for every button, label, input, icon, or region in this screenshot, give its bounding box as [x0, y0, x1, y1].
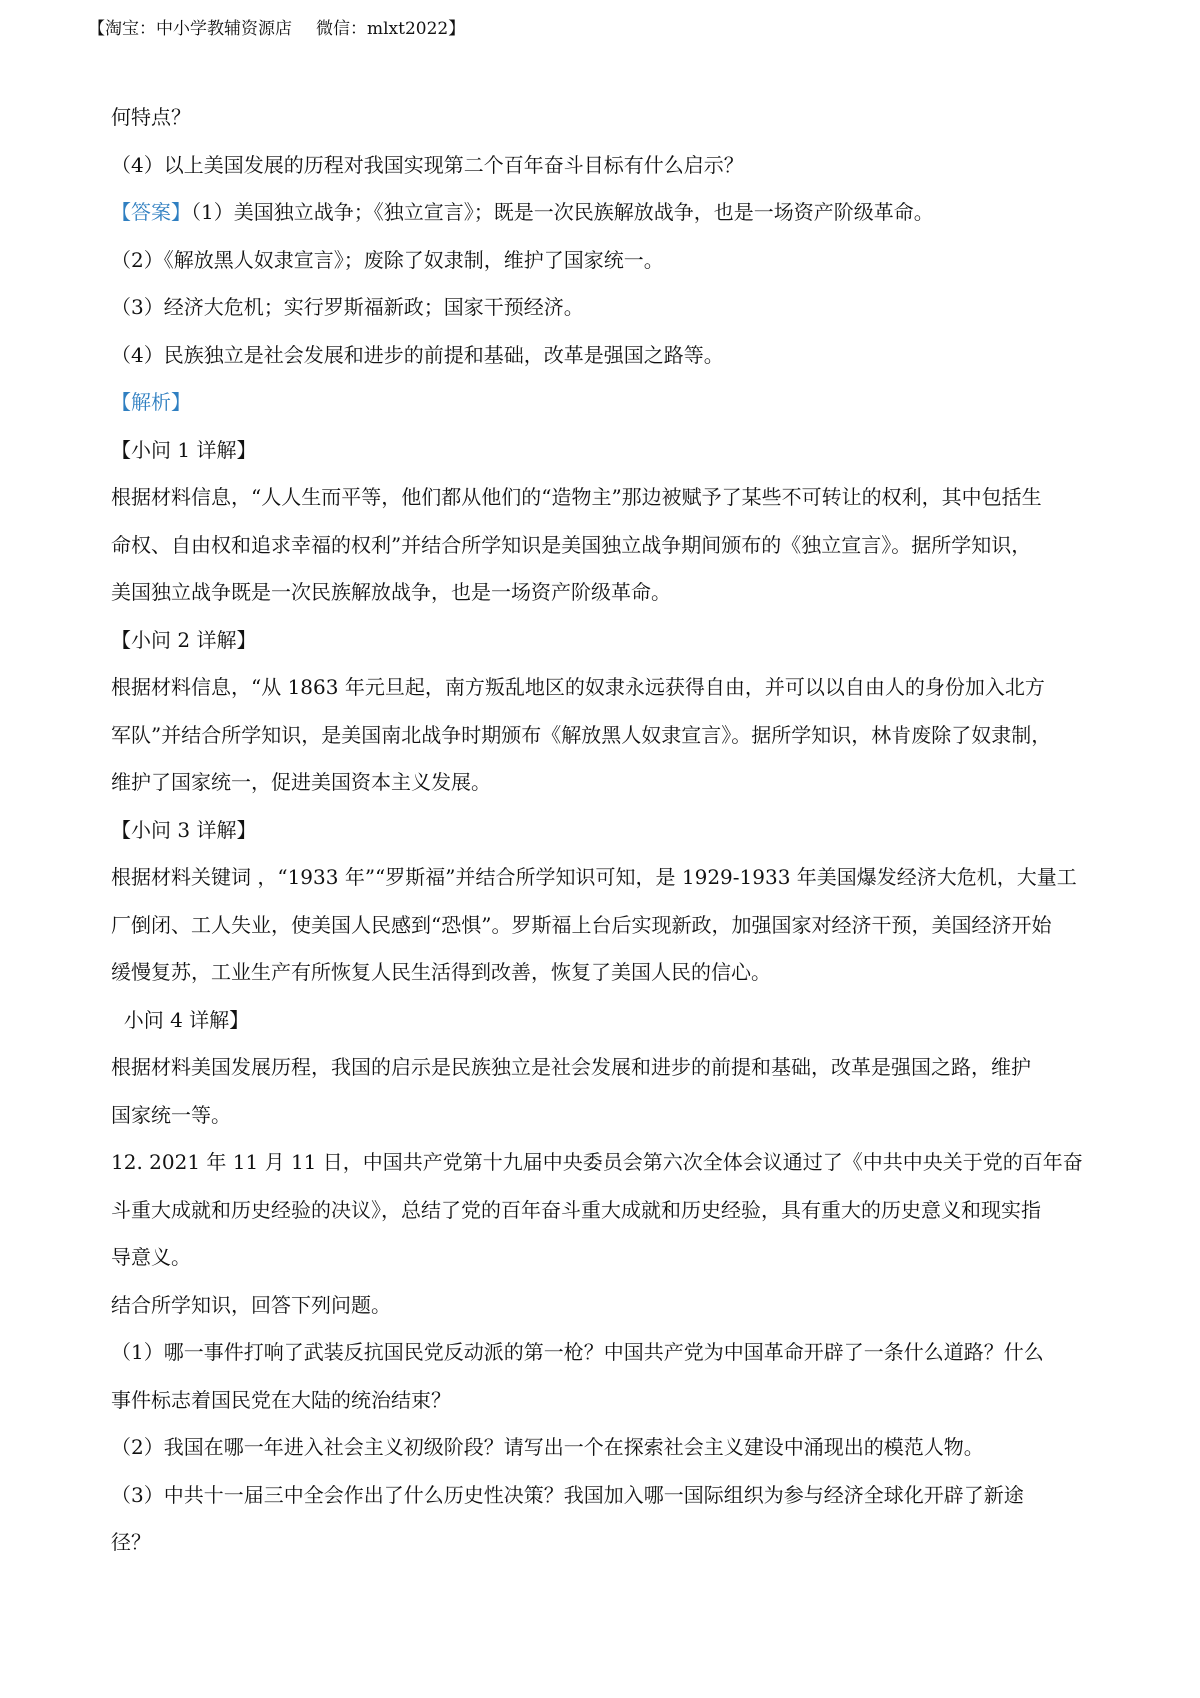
document-body	[111, 94, 1101, 1567]
answer-label: 【答案】	[111, 200, 191, 224]
text-line: 厂倒闭、工人失业，使美国人民感到“恐惧”。罗斯福上台后实现新政，加强国家对经济干预，美国经济开始	[111, 912, 1052, 937]
text-line: 何特点？	[111, 105, 191, 129]
answer-text-1: （1）美国独立战争；《独立宣言》；既是一次民族解放战争，也是一场资产阶级革命。	[191, 200, 934, 224]
answer-line-2: （2）《解放黑人奴隶宣言》；废除了奴隶制，维护了国家统一。	[111, 247, 664, 272]
text-line: 事件标志着国民党在大陆的统治结束？	[111, 1387, 451, 1412]
question-4-prompt: （4）以上美国发展的历程对我国实现第二个百年奋斗目标有什么启示？	[111, 152, 744, 177]
page-header	[88, 16, 465, 42]
answer-line-3: （3）经济大危机；实行罗斯福新政；国家干预经济。	[111, 295, 584, 319]
text-line: 根据材料信息，“从 1863 年元旦起，南方叛乱地区的奴隶永远获得自由，并可以以自由人的身份加入北方	[111, 675, 1045, 699]
text-line: 命权、自由权和追求幸福的权利”并结合所学知识是美国独立战争期间颁布的《独立宣言》。据所学知识，	[111, 532, 1032, 557]
text-line: 国家统一等。	[111, 1102, 231, 1127]
header-shop: 【淘宝：中小学教辅资源店	[88, 19, 292, 39]
analysis-heading	[111, 379, 1101, 427]
subquestion-2-heading: 【小问 2 详解】	[111, 627, 257, 652]
text-line: 根据材料美国发展历程，我国的启示是民族独立是社会发展和进步的前提和基础，改革是强国之路，维护	[111, 1055, 1031, 1079]
text-line: 美国独立战争既是一次民族解放战争，也是一场资产阶级革命。	[111, 580, 671, 604]
answer-line-4: （4）民族独立是社会发展和进步的前提和基础，改革是强国之路等。	[111, 342, 724, 367]
header-wechat: 微信：mlxt2022】	[316, 19, 466, 39]
text-line: 军队”并结合所学知识，是美国南北战争时期颁布《解放黑人奴隶宣言》。据所学知识，林肯废除了奴隶制，	[111, 722, 1052, 747]
question-12-instruction: 结合所学知识，回答下列问题。	[111, 1292, 391, 1317]
question-12-part-1: （1）哪一事件打响了武装反抗国民党反动派的第一枪？中国共产党为中国革命开辟了一条什么道路？什么	[111, 1340, 1044, 1364]
text-line: 根据材料关键词 ，“1933 年”“罗斯福”并结合所学知识可知，是 1929-1933 年美国爆发经济大危机，大量工	[111, 865, 1077, 889]
analysis-label: 【解析】	[111, 390, 191, 414]
text-line: 缓慢复苏，工业生产有所恢复人民生活得到改善，恢复了美国人民的信心。	[111, 960, 771, 984]
answer-line-1	[111, 189, 1101, 237]
text-line: 根据材料信息，“人人生而平等，他们都从他们的“造物主”那边被赋予了某些不可转让的权利，其中包括生	[111, 485, 1042, 509]
question-12-intro: 12. 2021 年 11 月 11 日，中国共产党第十九届中央委员会第六次全体会议通过了《中共中央关于党的百年奋	[111, 1150, 1083, 1174]
question-12-part-2: （2）我国在哪一年进入社会主义初级阶段？请写出一个在探索社会主义建设中涌现出的模范人物。	[111, 1435, 984, 1459]
question-12-part-3: （3）中共十一届三中全会作出了什么历史性决策？我国加入哪一国际组织为参与经济全球化开辟了新途	[111, 1482, 1024, 1507]
text-line: 径？	[111, 1530, 151, 1554]
subquestion-3-heading: 【小问 3 详解】	[111, 817, 257, 842]
text-line: 维护了国家统一，促进美国资本主义发展。	[111, 770, 491, 794]
text-line: 斗重大成就和历史经验的决议》，总结了党的百年奋斗重大成就和历史经验，具有重大的历史意义和现实指	[111, 1197, 1041, 1222]
subquestion-4-heading: 小问 4 详解】	[111, 1007, 250, 1032]
text-line: 导意义。	[111, 1245, 191, 1269]
subquestion-1-heading: 【小问 1 详解】	[111, 437, 257, 462]
